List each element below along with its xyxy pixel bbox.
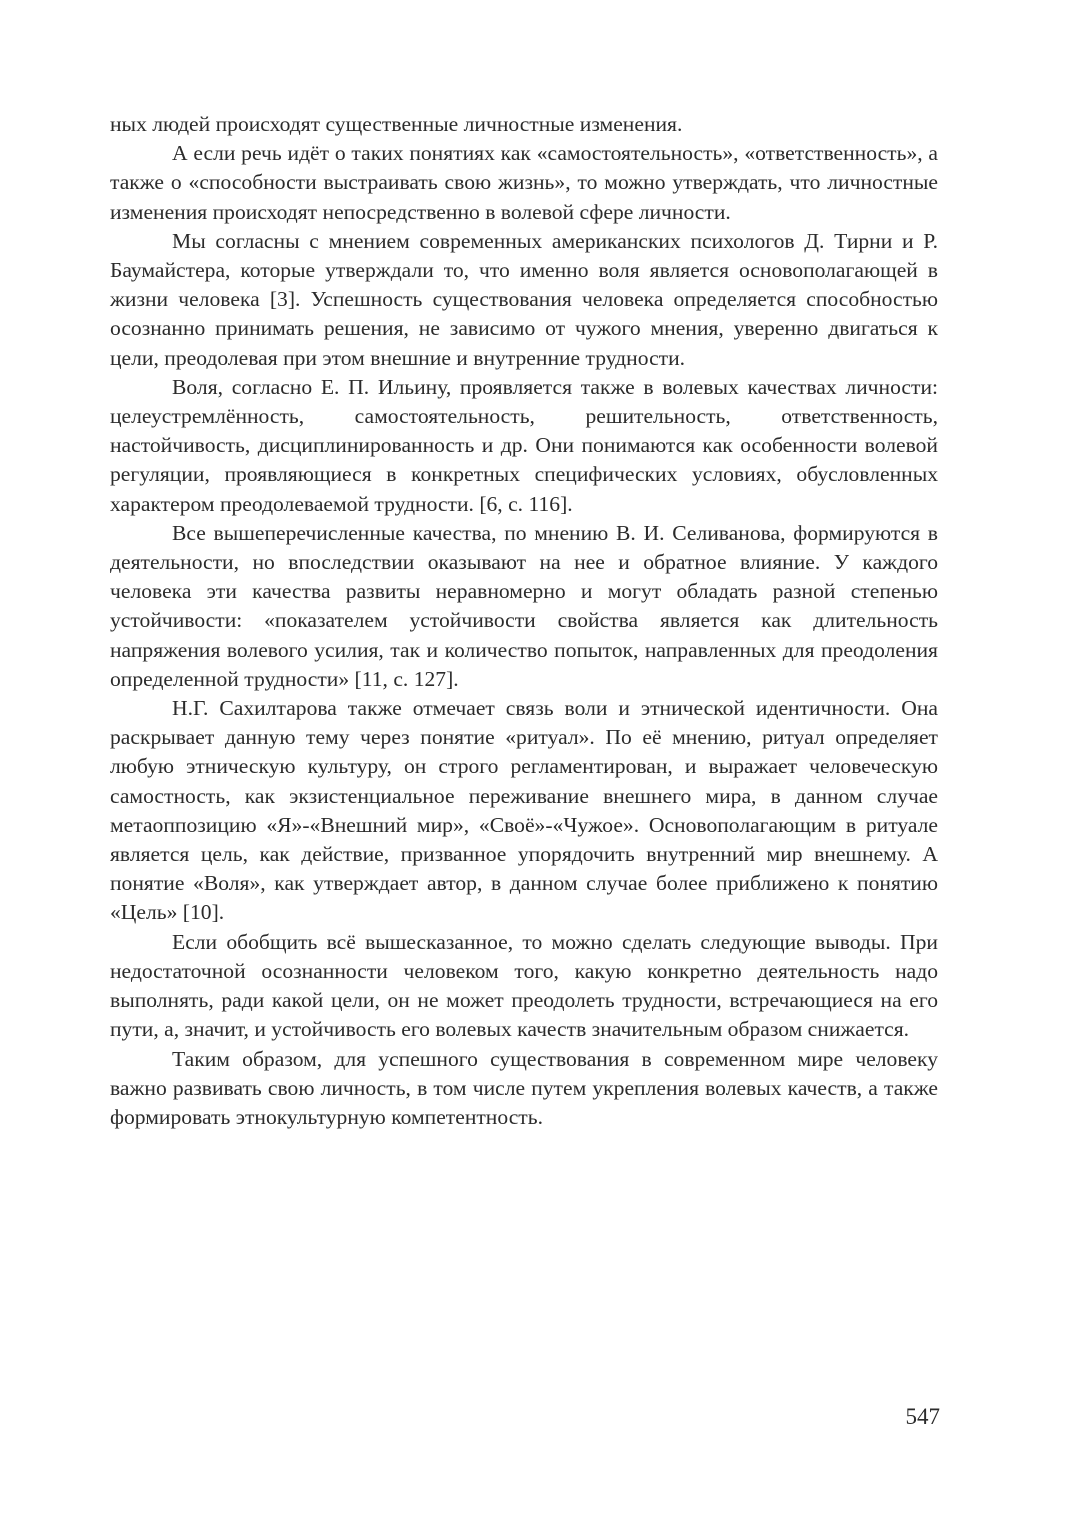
page-number: 547 bbox=[905, 1404, 940, 1429]
paragraph: А если речь идёт о таких понятиях как «самостоятельность», «ответственность», а также о «способности выстраивать свою жизнь», то можно утверждать, что личностные изменения происходят непосредственно в волевой сфере личности. bbox=[110, 141, 938, 224]
paragraph: Все вышеперечисленные качества, по мнению В. И. Селиванова, формируются в деятельности, но впоследствии оказывают на нее и обратное влияние. У каждого человека эти качества развиты неравномерно и могут обладать разной степенью устойчивости: «показателем устойчивости свойства является как длительность напряжения волевого усилия, так и количество попыток, направленных для преодоления определенной трудности» [11, с. 127]. bbox=[110, 520, 938, 691]
paragraph: Таким образом, для успешного существования в современном мире человеку важно развивать свою личность, в том числе путем укрепления волевых качеств, а также формировать этнокультурную компетентность. bbox=[110, 1046, 938, 1129]
paragraph: Мы согласны с мнением современных американских психологов Д. Тирни и Р. Баумайстера, которые утверждали то, что именно воля является основополагающей в жизни человека [3]. Успешность существования человека определяется способностью осознанно принимать решения, не зависимо от чужого мнения, уверенно двигаться к цели, преодолевая при этом внешние и внутренние трудности. bbox=[110, 228, 938, 370]
paragraph: Воля, согласно Е. П. Ильину, проявляется также в волевых качествах личности: целеустремлённость, самостоятельность, решительность, ответственность, настойчивость, дисциплинированность и др. Они понимаются как особенности волевой регуляции, проявляющиеся в конкретных специфических условиях, обусловленных характером преодолеваемой трудности. [6, с. 116]. bbox=[110, 374, 938, 516]
paragraph: Н.Г. Сахилтарова также отмечает связь воли и этнической идентичности. Она раскрывает данную тему через понятие «ритуал». По её мнению, ритуал определяет любую этническую культуру, он строго регламентирован, и выражает человеческую самостность, как экзистенциальное переживание внешнего мира, в данном случае метаоппозицию «Я»-«Внешний мир», «Своё»-«Чужое». Основополагающим в ритуале является цель, как действие, призванное упорядочить внутренний мир внешнему. А понятие «Воля», как утверждает автор, в данном случае более приближено к понятию «Цель» [10]. bbox=[110, 696, 938, 925]
paragraph: Если обобщить всё вышесказанное, то можно сделать следующие выводы. При недостаточной осознанности человеком того, какую конкретно деятельность надо выполнять, ради какой цели, он не может преодолеть трудности, встречающиеся на его пути, а, значит, и устойчивость его волевых качеств значительным образом снижается. bbox=[110, 929, 938, 1042]
body-text bbox=[110, 110, 938, 1132]
paragraph-continued: ных людей происходят существенные личностные изменения. bbox=[110, 112, 683, 136]
